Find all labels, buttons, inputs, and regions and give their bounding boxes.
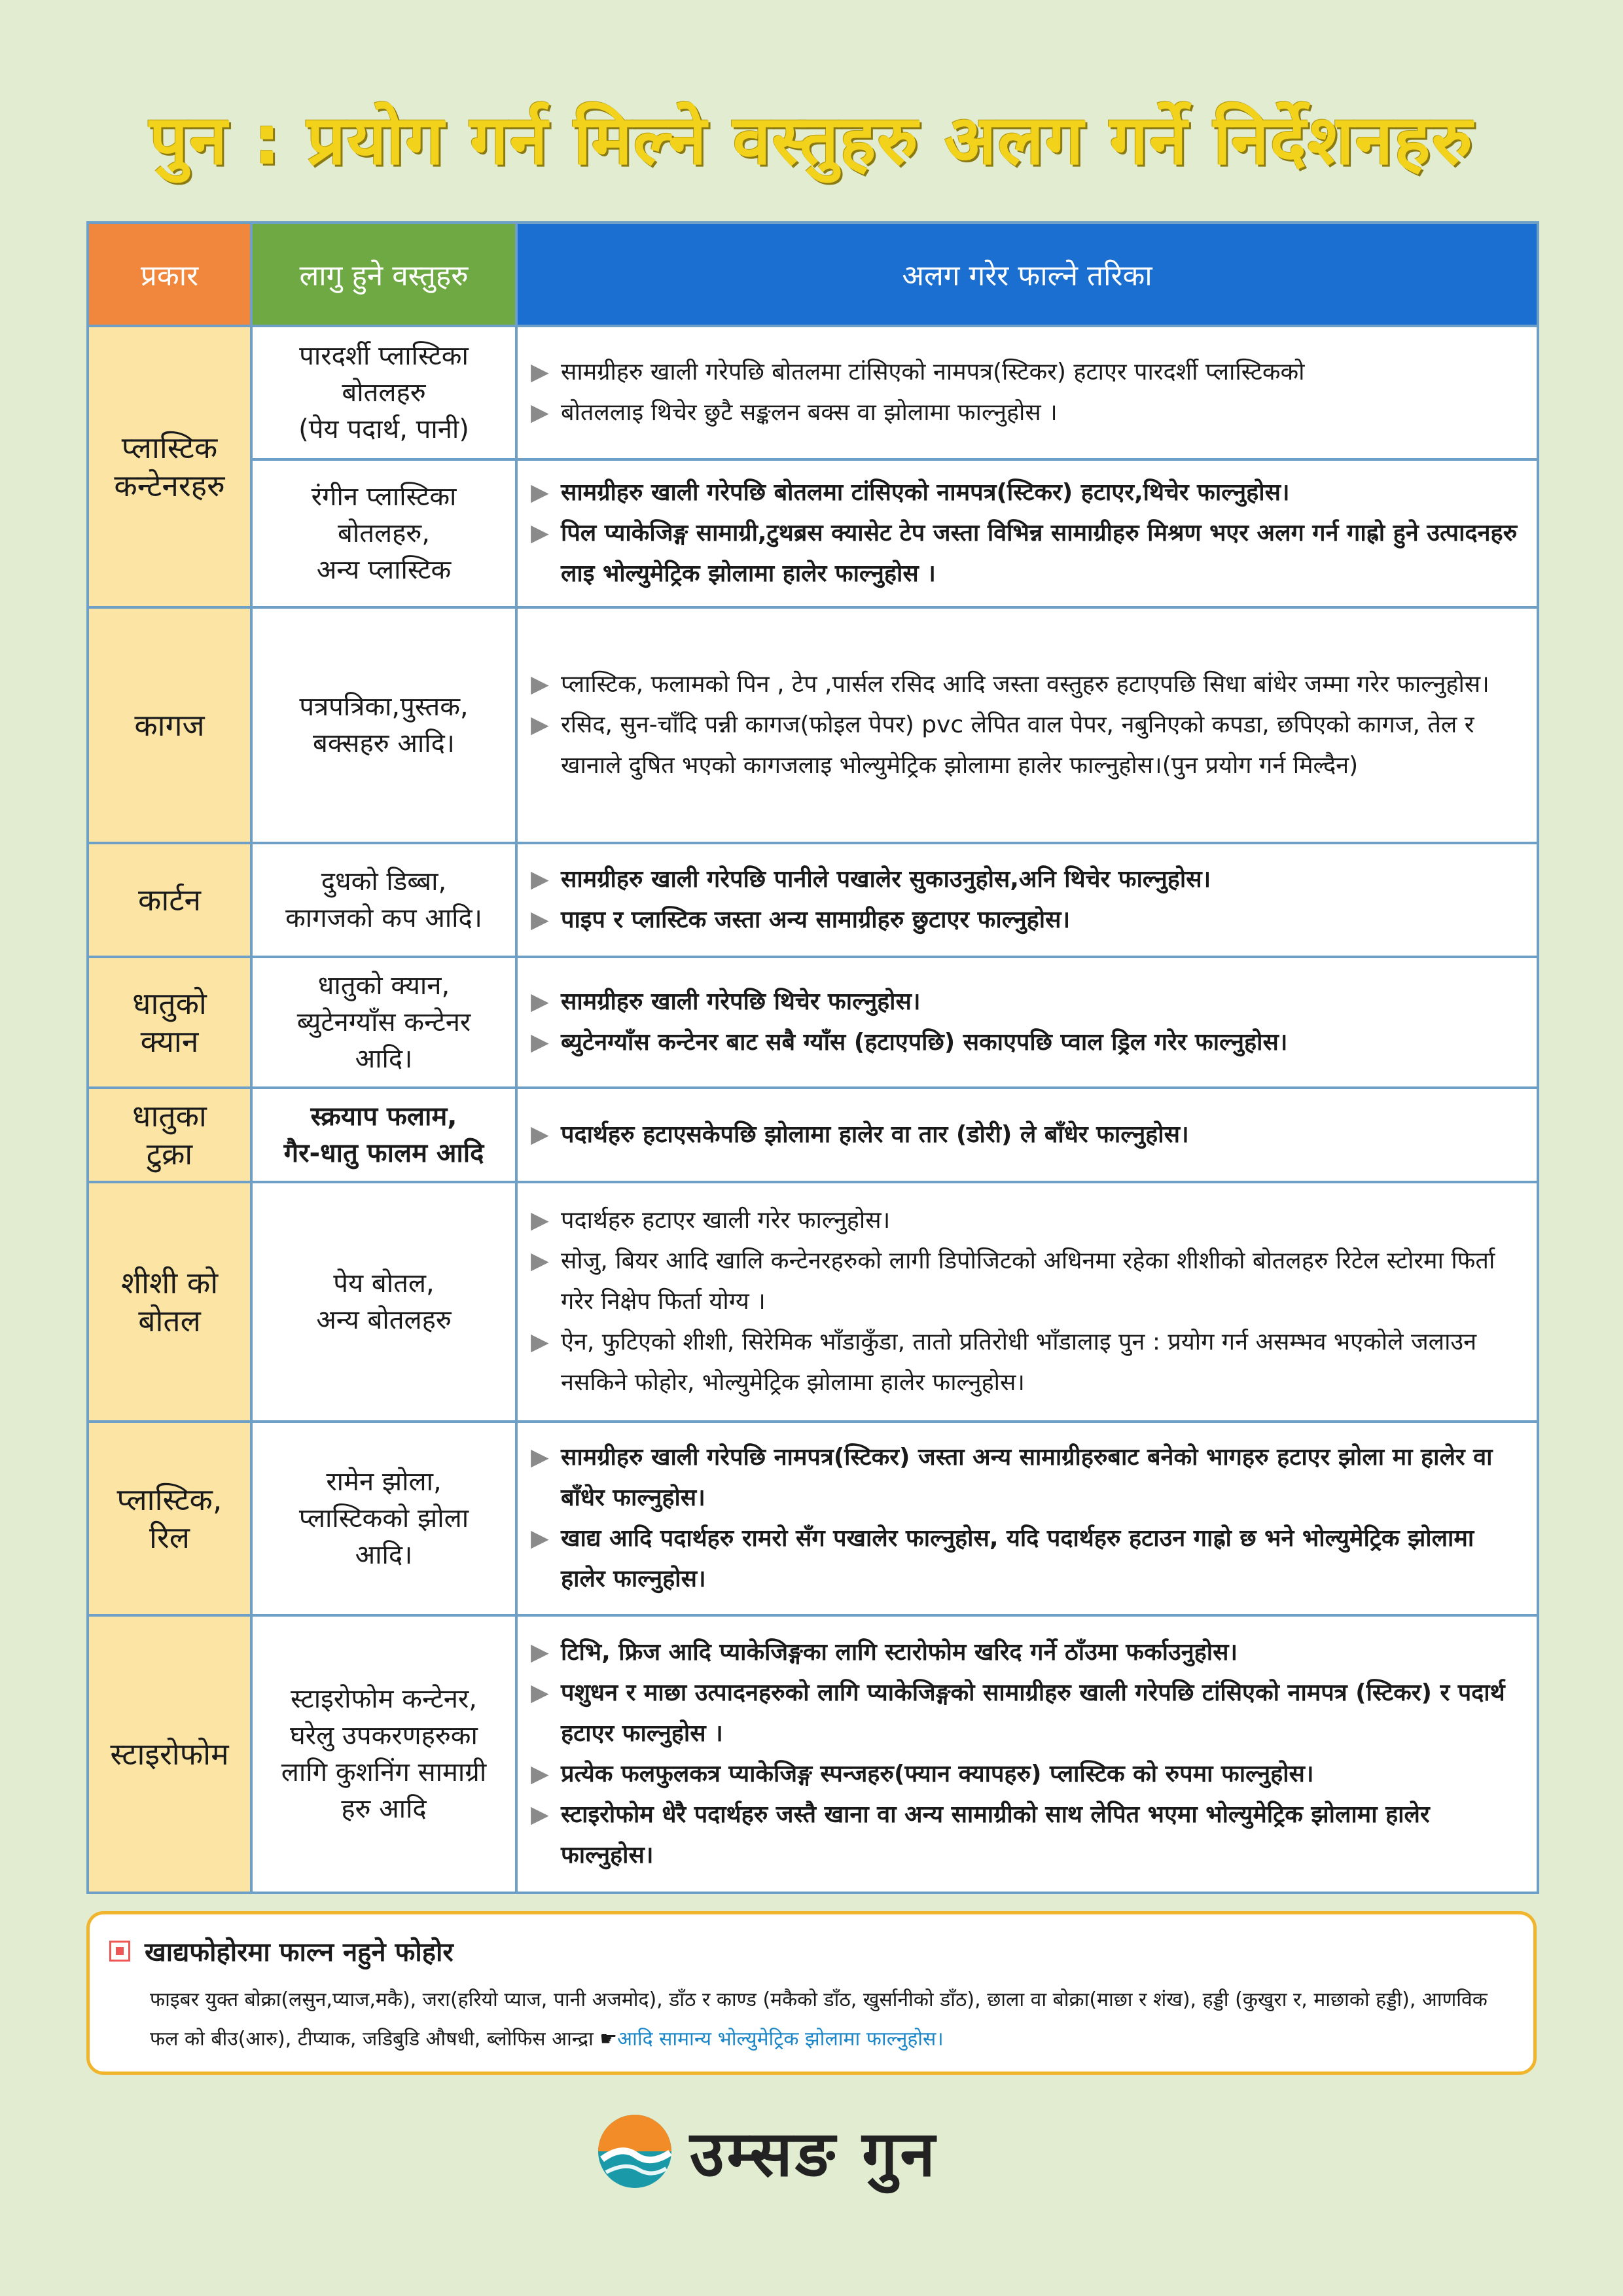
header-items: लागु हुने वस्तुहरु	[251, 223, 516, 326]
triangle-bullet-icon: ▶	[531, 1029, 549, 1056]
type-cell: कार्टन	[88, 843, 251, 957]
page-title: पुन : प्रयोग गर्न मिल्ने वस्तुहरु अलग गर्ने निर्देशनहरु	[149, 100, 1474, 180]
triangle-bullet-icon: ▶	[531, 1639, 549, 1666]
step-text: खाद्य आदि पदार्थहरु रामरो सँग पखालेर फाल्नुहोस, यदि पदार्थहरु हटाउन गाह्रो छ भने भोल्युमेट्रिक झोलामा हालेर फाल्नुहोस।	[561, 1525, 1474, 1592]
triangle-bullet-icon: ▶	[531, 1679, 549, 1706]
items-cell: रामेन झोला, प्लास्टिकको झोला आदि।	[251, 1422, 516, 1615]
triangle-bullet-icon: ▶	[531, 479, 549, 506]
table-row	[88, 459, 1538, 607]
step-text: टिभि, फ्रिज आदि प्याकेजिङ्गका लागि स्टारोफोम खरिद गर्ने ठाँउमा फर्काउनुहोस।	[561, 1639, 1238, 1666]
step-text: प्रत्येक फलफुलकत्र प्याकेजिङ्ग स्पन्जहरु(फ्यान क्यापहरु) प्लास्टिक को रुपमा फाल्नुहोस।	[561, 1761, 1314, 1787]
steps-cell	[516, 957, 1538, 1088]
items-cell: दुधको डिब्बा, कागजको कप आदि।	[251, 843, 516, 957]
note-heading: खाद्यफोहोरमा फाल्न नहुने फोहोर	[145, 1937, 454, 1967]
table-row	[88, 957, 1538, 1088]
step-item	[531, 1437, 1520, 1518]
step-text: प्लास्टिक, फलामको पिन , टेप ,पार्सल रसिद आदि जस्ता वस्तुहरु हटाएपछि सिधा बांधेर जम्मा गरेर फाल्नुहोस।	[561, 671, 1489, 698]
table-row	[88, 1422, 1538, 1615]
step-item	[531, 1632, 1520, 1673]
step-item	[531, 705, 1520, 786]
items-cell: रंगीन प्लास्टिका बोतलहरु, अन्य प्लास्टिक	[251, 459, 516, 607]
type-cell: कागज	[88, 607, 251, 843]
square-bullet-icon	[109, 1941, 130, 1962]
step-text: सामग्रीहरु खाली गरेपछि थिचेर फाल्नुहोस।	[561, 988, 921, 1015]
step-text: सोजु, बियर आदि खालि कन्टेनरहरुको लागी डिपोजिटको अधिनमा रहेका शीशीको बोतलहरु रिटेल स्टोरमा फिर्ता गरेर निक्षेप फिर्ता योग्य ।	[561, 1247, 1495, 1315]
steps-cell	[516, 607, 1538, 843]
step-text: पाइप र प्लास्टिक जस्ता अन्य सामाग्रीहरु छुटाएर फाल्नुहोस।	[561, 906, 1071, 933]
table-row	[88, 607, 1538, 843]
triangle-bullet-icon: ▶	[531, 359, 549, 386]
brand-logo	[596, 2109, 938, 2194]
step-text: सामग्रीहरु खाली गरेपछि पानीले पखालेर सुकाउनुहोस,अनि थिचेर फाल्नुहोस।	[561, 866, 1211, 893]
triangle-bullet-icon: ▶	[531, 1247, 549, 1274]
step-item	[531, 473, 1520, 513]
note-link: आदि सामान्य भोल्युमेट्रिक झोलामा फाल्नुहोस।	[617, 2028, 944, 2051]
step-item	[531, 1200, 1520, 1241]
step-item	[531, 859, 1520, 900]
triangle-bullet-icon: ▶	[531, 671, 549, 698]
steps-cell	[516, 326, 1538, 459]
step-text: पदार्थहरु हटाएसकेपछि झोलामा हालेर वा तार (डोरी) ले बाँधेर फाल्नुहोस।	[561, 1121, 1189, 1148]
type-cell: शीशी को बोतल	[88, 1182, 251, 1422]
items-cell: स्टाइरोफोम कन्टेनर, घरेलु उपकरणहरुका लागि कुशनिंग सामाग्री हरु आदि	[251, 1615, 516, 1893]
step-item	[531, 1673, 1520, 1754]
steps-cell	[516, 1182, 1538, 1422]
items-cell: धातुको क्यान, ब्युटेनग्याँस कन्टेनर आदि।	[251, 957, 516, 1088]
step-text: ऐन, फुटिएको शीशी, सिरेमिक भाँडाकुँडा, तातो प्रतिरोधी भाँडालाइ पुन : प्रयोग गर्न असम्भव भएकोले जलाउन नसकिने फोहोर, भोल्युमेट्रिक झोलामा हालेर फाल्नुहोस।	[561, 1329, 1477, 1396]
header-method: अलग गरेर फाल्ने तरिका	[516, 223, 1538, 326]
step-text: रसिद, सुन-चाँदि पन्नी कागज(फोइल पेपर) pvc लेपित वाल पेपर, नबुनिएको कपडा, छपिएको कागज, तेल र खानाले दुषित भएको कागजलाइ भोल्युमेट्रिक झोलामा हालेर फाल्नुहोस।(पुन प्रयोग गर्न मिल्दैन)	[561, 711, 1474, 779]
step-item	[531, 1795, 1520, 1876]
type-cell: धातुको क्यान	[88, 957, 251, 1088]
steps-cell	[516, 1422, 1538, 1615]
triangle-bullet-icon: ▶	[531, 711, 549, 738]
brand-name: उम्सङ गुन	[690, 2117, 938, 2191]
step-item	[531, 664, 1520, 705]
triangle-bullet-icon: ▶	[531, 866, 549, 893]
triangle-bullet-icon: ▶	[531, 1329, 549, 1355]
header-type: प्रकार	[88, 223, 251, 326]
step-item	[531, 393, 1520, 433]
step-text: सामग्रीहरु खाली गरेपछि बोतलमा टांसिएको नामपत्र(स्टिकर) हटाएर,थिचेर फाल्नुहोस।	[561, 479, 1290, 506]
items-cell: पत्रपत्रिका,पुस्तक, बक्सहरु आदि।	[251, 607, 516, 843]
triangle-bullet-icon: ▶	[531, 1121, 549, 1148]
sun-wave-logo-icon	[596, 2112, 674, 2191]
recycling-table	[86, 221, 1539, 1894]
step-text: पिल प्याकेजिङ्ग सामाग्री,टुथब्रस क्यासेट टेप जस्ता विभिन्न सामाग्रीहरु मिश्रण भएर अलग गर्न गाह्रो हुने उत्पादनहरु लाइ भोल्युमेट्रिक झोलामा हालेर फाल्नुहोस ।	[561, 520, 1518, 587]
steps-cell	[516, 843, 1538, 957]
food-waste-note	[86, 1911, 1537, 2075]
items-cell: स्क्रयाप फलाम, गैर-धातु फालम आदि	[251, 1088, 516, 1182]
type-cell: धातुका टुक्रा	[88, 1088, 251, 1182]
step-item	[531, 1518, 1520, 1600]
step-item	[531, 513, 1520, 594]
step-text: ब्युटेनग्याँस कन्टेनर बाट सबै ग्याँस (हटाएपछि) सकाएपछि प्वाल ड्रिल गरेर फाल्नुहोस।	[561, 1029, 1288, 1056]
step-text: बोतललाइ थिचेर छुटै सङ्कलन बक्स वा झोलामा फाल्नुहोस ।	[561, 399, 1058, 426]
triangle-bullet-icon: ▶	[531, 1761, 549, 1787]
type-cell: प्लास्टिक, रिल	[88, 1422, 251, 1615]
triangle-bullet-icon: ▶	[531, 399, 549, 426]
note-body: फाइबर युक्त बोक्रा(लसुन,प्याज,मकै), जरा(हरियो प्याज, पानी अजमोद), डाँठ र काण्ड (मकैको डाँठ, खुर्सानीको डाँठ), छाला वा बोक्रा(माछा र शंख), हड्डी (कुखुरा र, माछाको हड्डी), आणविक फल को बीउ(आरु), टीप्याक, जडिबुडि औषधी, ब्लोफिस आन्द्रा ☛	[150, 1988, 1488, 2051]
triangle-bullet-icon: ▶	[531, 520, 549, 547]
triangle-bullet-icon: ▶	[531, 1801, 549, 1828]
steps-cell	[516, 1615, 1538, 1893]
steps-cell	[516, 1088, 1538, 1182]
triangle-bullet-icon: ▶	[531, 906, 549, 933]
table-row	[88, 843, 1538, 957]
table-row	[88, 1615, 1538, 1893]
step-text: सामग्रीहरु खाली गरेपछि बोतलमा टांसिएको नामपत्र(स्टिकर) हटाएर पारदर्शी प्लास्टिकको	[561, 359, 1305, 386]
steps-cell	[516, 459, 1538, 607]
step-item	[531, 982, 1520, 1022]
step-item	[531, 1115, 1520, 1155]
step-item	[531, 900, 1520, 941]
table-row	[88, 326, 1538, 459]
step-text: पदार्थहरु हटाएर खाली गरेर फाल्नुहोस।	[561, 1207, 891, 1234]
type-cell: प्लास्टिक कन्टेनरहरु	[88, 326, 251, 607]
step-item	[531, 1241, 1520, 1322]
step-item	[531, 1754, 1520, 1795]
table-row	[88, 1088, 1538, 1182]
triangle-bullet-icon: ▶	[531, 988, 549, 1015]
step-text: स्टाइरोफोम धेरै पदार्थहरु जस्तै खाना वा अन्य सामाग्रीको साथ लेपित भएमा भोल्युमेट्रिक झोलामा हालेर फाल्नुहोस।	[561, 1801, 1430, 1869]
step-item	[531, 1022, 1520, 1063]
triangle-bullet-icon: ▶	[531, 1444, 549, 1471]
step-text: सामग्रीहरु खाली गरेपछि नामपत्र(स्टिकर) जस्ता अन्य सामाग्रीहरुबाट बनेको भागहरु हटाएर झोला मा हालेर वा बाँधेर फाल्नुहोस।	[561, 1444, 1493, 1511]
type-cell: स्टाइरोफोम	[88, 1615, 251, 1893]
items-cell: पेय बोतल, अन्य बोतलहरु	[251, 1182, 516, 1422]
step-item	[531, 352, 1520, 393]
step-text: पशुधन र माछा उत्पादनहरुको लागि प्याकेजिङ्गको सामाग्रीहरु खाली गरेपछि टांसिएको नामपत्र (स्टिकर) र पदार्थ हटाएर फाल्नुहोस ।	[561, 1679, 1505, 1747]
table-header-row	[88, 223, 1538, 326]
step-item	[531, 1322, 1520, 1403]
triangle-bullet-icon: ▶	[531, 1207, 549, 1234]
table-row	[88, 1182, 1538, 1422]
triangle-bullet-icon: ▶	[531, 1525, 549, 1552]
items-cell: पारदर्शी प्लास्टिका बोतलहरु (पेय पदार्थ, पानी)	[251, 326, 516, 459]
